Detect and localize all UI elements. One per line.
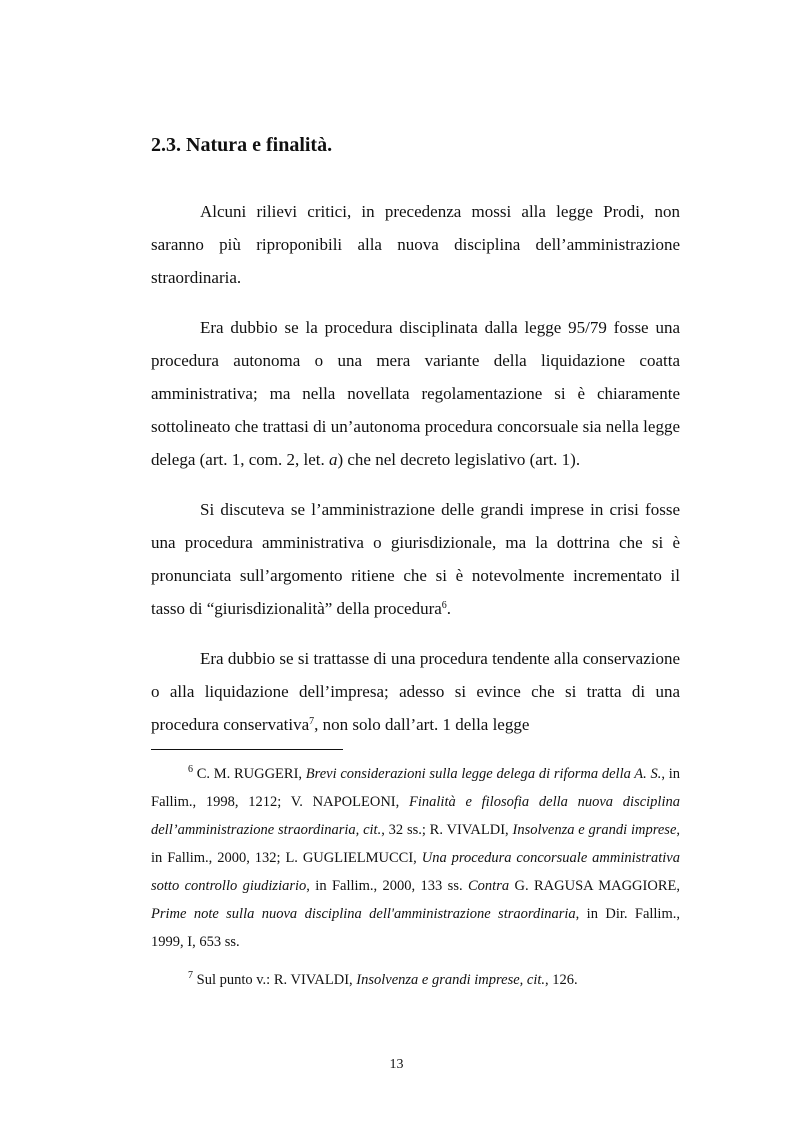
citation-title: Prime note sulla nuova disciplina dell'amministrazione straordinaria (151, 906, 576, 922)
footnote-number: 6 (188, 764, 193, 775)
paragraph-text: Si discuteva se l’amministrazione delle grandi imprese in crisi fosse una procedura amministrativa o giurisdizionale, ma la dottrina che si è pronunciata sull’argomento ritiene che si è notevolmente incrementato il tasso di “giurisdizionalità” della procedura (151, 500, 680, 618)
body-text (151, 195, 680, 741)
footnote-text: , in Fallim., 2000, 132; L. GUGLIELMUCCI, (151, 822, 681, 866)
paragraph-text: Era dubbio se si trattasse di una procedura tendente alla conservazione o alla liquidazione dell’impresa; adesso si evince che si tratta di una procedura conservativa (151, 649, 680, 734)
italic-letter: a (328, 450, 338, 469)
footnote-text: G. RAGUSA MAGGIORE, (509, 878, 680, 894)
footnote-text: , 32 ss.; R. VIVALDI, (381, 822, 513, 838)
paragraph (151, 311, 680, 476)
citation-title: Insolvenza e grandi imprese (512, 822, 677, 838)
section-heading: 2.3. Natura e finalità. (151, 134, 333, 156)
footnote-text: , in Fallim., 2000, 133 ss. (306, 878, 468, 894)
footnote (151, 966, 680, 994)
paragraph-text: Alcuni rilievi critici, in precedenza mossi alla legge Prodi, non saranno più riproponibili alla nuova disciplina dell’amministrazione straordinaria. (151, 202, 680, 287)
citation-title: Contra (468, 878, 510, 894)
footnote-text: , in Dir. Fallim., 1999, I, 653 ss. (151, 906, 680, 950)
citation-title: Brevi considerazioni sulla legge delega di riforma della A. S. (305, 766, 662, 782)
footnote-reference: 6 (441, 600, 447, 611)
paragraph-text: Era dubbio se la procedura disciplinata dalla legge 95/79 fosse una procedura autonoma o una mera variante della liquidazione coatta amministrativa; ma nella novellata regolamentazione si è chiaramente sottolineato che trattasi di un’autonoma procedura concorsuale sia nella legge delega (art. 1, com. 2, let. (151, 318, 680, 469)
citation-title: Finalità e filosofia della nuova disciplina dell’amministrazione straordinaria, cit. (151, 794, 680, 838)
citation-title: Una procedura concorsuale amministrativa sotto controllo giudiziario (151, 850, 680, 894)
paragraph (151, 195, 680, 294)
citation-title: Insolvenza e grandi imprese, cit. (356, 972, 546, 988)
footnote-separator (151, 749, 343, 750)
footnote-text: C. M. RUGGERI, (193, 766, 306, 782)
footnote (151, 760, 680, 956)
footnotes (151, 760, 680, 1004)
footnote-reference: 7 (309, 716, 315, 727)
paragraph-text: , non solo dall’art. 1 della legge (314, 715, 530, 734)
footnote-text: , 126. (545, 972, 578, 988)
paragraph (151, 493, 680, 625)
footnote-text: , in Fallim., 1998, 1212; V. NAPOLEONI, (151, 766, 680, 810)
paragraph-text: ) che nel decreto legislativo (art. 1). (337, 450, 581, 469)
footnote-number: 7 (188, 970, 193, 981)
paragraph-text: . (446, 599, 452, 618)
footnote-text: Sul punto v.: R. VIVALDI, (193, 972, 357, 988)
paragraph (151, 642, 680, 741)
page-number: 13 (389, 1057, 404, 1072)
